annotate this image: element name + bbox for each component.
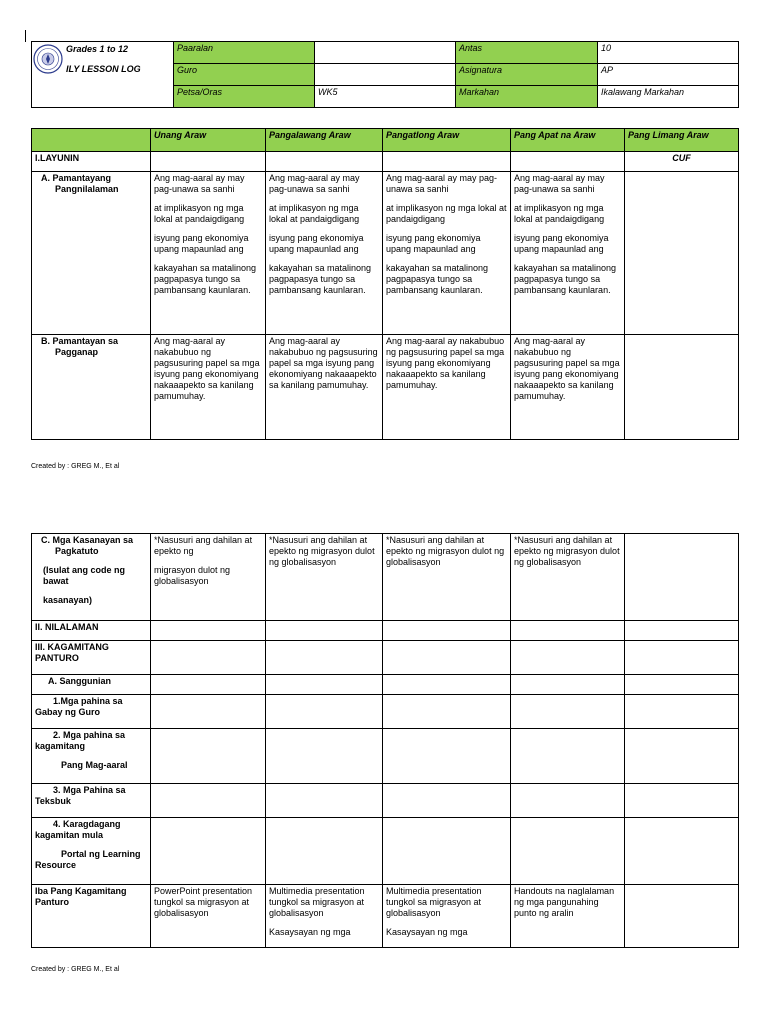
cell-text: *Nasusuri ang dahilan at epekto ng migrasyon dulot ng globalisasyon [269,535,375,567]
portal-cell-4[interactable] [511,818,625,885]
kasanayan-label [32,534,151,621]
teksbuk-cell-4[interactable] [511,784,625,818]
cell-text: kakayahan sa matalinong pagpapasya tungo sa pambansang kaunlaran. [386,263,489,295]
iba-cell-2[interactable] [266,885,383,948]
c-label-line1: C. Mga Kasanayan sa [41,535,134,545]
iba-pang-kagamitang-label: Iba Pang Kagamitang Panturo [32,885,151,948]
guro-label: Guro [174,64,315,86]
kagamitang-mag-aaral-label [32,729,151,784]
nilalaman-cell-5[interactable] [625,621,739,641]
pangnilalaman-cell-4[interactable] [511,172,625,335]
lesson-log-title: ILY LESSON LOG [66,64,141,74]
pagganap-cell-2[interactable]: Ang mag-aaral ay nakabubuo ng pagsusuring papel sa mga isyung pang ekonomiyang nakaaapekto sa kanilang pamumuhay. [266,335,383,440]
sanggunian-cell-5[interactable] [625,675,739,695]
teksbuk-label: 3. Mga Pahina sa Teksbuk [32,784,151,818]
gabay-cell-2[interactable] [266,695,383,729]
cell-text: isyung pang ekonomiya upang mapaunlad ang [386,233,481,254]
guro-value[interactable] [315,64,456,86]
mag-aaral-cell-3[interactable] [383,729,511,784]
pangnilalaman-cell-1[interactable] [151,172,266,335]
kasanayan-cell-3[interactable] [383,534,511,621]
asignatura-value[interactable]: AP [598,64,739,86]
a-label-line1: A. Pamantayang [41,173,112,183]
kasanayan-cell-5[interactable] [625,534,739,621]
layunin-cell-4[interactable] [511,152,625,172]
cell-text: Ang mag-aaral ay may pag-unawa sa sanhi [386,173,498,194]
pagganap-cell-1[interactable]: Ang mag-aaral ay nakabubuo ng pagsusuring papel sa mga isyung pang ekonomiyang nakaaapekto sa kanilang pamumuhay. [151,335,266,440]
layunin-cell-3[interactable] [383,152,511,172]
gabay-cell-4[interactable] [511,695,625,729]
cell-text: Handouts na naglalaman ng mga pangunahing punto ng aralin [514,886,615,918]
header-logo-cell [32,42,174,108]
pamantayan-pagganap-label [32,335,151,440]
cell-text: at implikasyon ng mga lokal at pandaigdigang [514,203,605,224]
paaralan-label: Paaralan [174,42,315,64]
pangnilalaman-cell-5[interactable] [625,172,739,335]
kasanayan-cell-2[interactable] [266,534,383,621]
layunin-cell-2[interactable] [266,152,383,172]
pangnilalaman-cell-2[interactable] [266,172,383,335]
cell-text: Ang mag-aaral ay may pag-unawa sa sanhi [269,173,360,194]
nilalaman-label: II. NILALAMAN [32,621,151,641]
iba-cell-4[interactable] [511,885,625,948]
kagamitang-cell-2[interactable] [266,641,383,675]
b-label-line1: B. Pamantayan sa [41,336,119,346]
r4b-line: Portal ng Learning Resource [35,849,141,870]
corner-header-cell [32,129,151,152]
cell-text: isyung pang ekonomiya upang mapaunlad ang [514,233,609,254]
teksbuk-cell-3[interactable] [383,784,511,818]
teksbuk-cell-5[interactable] [625,784,739,818]
r4a-line: 4. Karagdagang kagamitan mula [35,819,121,840]
c-label-line4: kasanayan) [43,595,93,605]
cell-text: *Nasusuri ang dahilan at epekto ng migrasyon dulot ng globalisasyon [514,535,620,567]
lesson-table-part1 [31,128,739,440]
nilalaman-cell-4[interactable] [511,621,625,641]
portal-cell-5[interactable] [625,818,739,885]
antas-value[interactable]: 10 [598,42,739,64]
kagamitang-cell-1[interactable] [151,641,266,675]
pamantayang-pangnilalaman-label [32,172,151,335]
sanggunian-cell-2[interactable] [266,675,383,695]
mag-aaral-cell-1[interactable] [151,729,266,784]
cell-text: Ang mag-aaral ay may pag-unawa sa sanhi [154,173,245,194]
cell-text: at implikasyon ng mga lokal at pandaigdigang [154,203,245,224]
mag-aaral-cell-4[interactable] [511,729,625,784]
sanggunian-cell-1[interactable] [151,675,266,695]
pagganap-cell-5[interactable] [625,335,739,440]
day-header-3: Pangatlong Araw [383,129,511,152]
cell-text: Kasaysayan ng mga [386,927,468,937]
cell-text: kakayahan sa matalinong pagpapasya tungo sa pambansang kaunlaran. [514,263,617,295]
markahan-label: Markahan [456,86,598,108]
cuf-label: CUF [625,152,739,172]
kagamitang-cell-3[interactable] [383,641,511,675]
markahan-value[interactable]: Ikalawang Markahan [598,86,739,108]
cell-text: Ang mag-aaral ay may pag-unawa sa sanhi [514,173,605,194]
iba-cell-1[interactable] [151,885,266,948]
cell-text: PowerPoint presentation tungkol sa migrasyon at globalisasyon [154,886,253,918]
cell-text: Multimedia presentation tungkol sa migrasyon at globalisasyon [386,886,482,918]
gabay-guro-label: 1.Mga pahina sa Gabay ng Guro [32,695,151,729]
nilalaman-cell-3[interactable] [383,621,511,641]
layunin-cell-1[interactable] [151,152,266,172]
iba-cell-5[interactable] [625,885,739,948]
sanggunian-cell-3[interactable] [383,675,511,695]
lesson-table-part2 [31,533,739,948]
cell-text: Multimedia presentation tungkol sa migrasyon at globalisasyon [269,886,365,918]
c-label-line2: Pagkatuto [55,546,99,556]
antas-label: Antas [456,42,598,64]
karagdagang-kagamitan-label [32,818,151,885]
petsa-label: Petsa/Oras [174,86,315,108]
deped-seal-icon [33,44,63,74]
header-table [31,41,739,108]
created-by-credit-bottom: Created by : GREG M., Et al [31,966,120,973]
day-header-1: Unang Araw [151,129,266,152]
day-header-2: Pangalawang Araw [266,129,383,152]
layunin-heading: I.LAYUNIN [32,152,151,172]
cell-text: at implikasyon ng mga lokal at pandaigdigang [386,203,507,224]
mag-aaral-cell-2[interactable] [266,729,383,784]
cell-text: migrasyon dulot ng globalisasyon [154,565,231,586]
cell-text: at implikasyon ng mga lokal at pandaigdigang [269,203,360,224]
sanggunian-cell-4[interactable] [511,675,625,695]
portal-cell-2[interactable] [266,818,383,885]
teksbuk-cell-1[interactable] [151,784,266,818]
cell-text: *Nasusuri ang dahilan at epekto ng [154,535,253,556]
iba-cell-3[interactable] [383,885,511,948]
nilalaman-cell-2[interactable] [266,621,383,641]
kagamitang-cell-5[interactable] [625,641,739,675]
gabay-cell-1[interactable] [151,695,266,729]
c-label-line3: (Isulat ang code ng bawat [43,565,126,586]
cell-text: isyung pang ekonomiya upang mapaunlad ang [269,233,364,254]
day-header-5: Pang Limang Araw [625,129,739,152]
pangnilalaman-cell-3[interactable] [383,172,511,335]
kagamitang-cell-4[interactable] [511,641,625,675]
cell-text: isyung pang ekonomiya upang mapaunlad ang [154,233,249,254]
pagganap-cell-4[interactable]: Ang mag-aaral ay nakabubuo ng pagsusuring papel sa mga isyung pang ekonomiyang nakaaapekto sa kanilang pamumuhay. [511,335,625,440]
kasanayan-cell-1[interactable] [151,534,266,621]
portal-cell-3[interactable] [383,818,511,885]
sanggunian-label: A. Sanggunian [32,675,151,695]
portal-cell-1[interactable] [151,818,266,885]
r2b-line: Pang Mag-aaral [61,760,128,770]
cell-text: Kasaysayan ng mga [269,927,351,937]
teksbuk-cell-2[interactable] [266,784,383,818]
text-cursor [25,30,26,42]
nilalaman-cell-1[interactable] [151,621,266,641]
petsa-value[interactable]: WK5 [315,86,456,108]
cell-text: kakayahan sa matalinong pagpapasya tungo sa pambansang kaunlaran. [154,263,257,295]
gabay-cell-3[interactable] [383,695,511,729]
pagganap-cell-3[interactable]: Ang mag-aaral ay nakabubuo ng pagsusuring papel sa mga isyung pang ekonomiyang nakaaapekto sa kanilang pamumuhay. [383,335,511,440]
asignatura-label: Asignatura [456,64,598,86]
r2a-line: 2. Mga pahina sa kagamitang [35,730,126,751]
kasanayan-cell-4[interactable] [511,534,625,621]
a-label-line2: Pangnilalaman [55,184,119,194]
kagamitang-panturo-label: III. KAGAMITANG PANTURO [32,641,151,675]
cell-text: *Nasusuri ang dahilan at epekto ng migrasyon dulot ng globalisasyon [386,535,505,567]
grades-label: Grades 1 to 12 [66,44,129,54]
cell-text: kakayahan sa matalinong pagpapasya tungo sa pambansang kaunlaran. [269,263,372,295]
created-by-credit: Created by : GREG M., Et al [31,463,120,470]
paaralan-value[interactable] [315,42,456,64]
day-header-4: Pang Apat na Araw [511,129,625,152]
b-label-line2: Pagganap [55,347,99,357]
gabay-cell-5[interactable] [625,695,739,729]
mag-aaral-cell-5[interactable] [625,729,739,784]
